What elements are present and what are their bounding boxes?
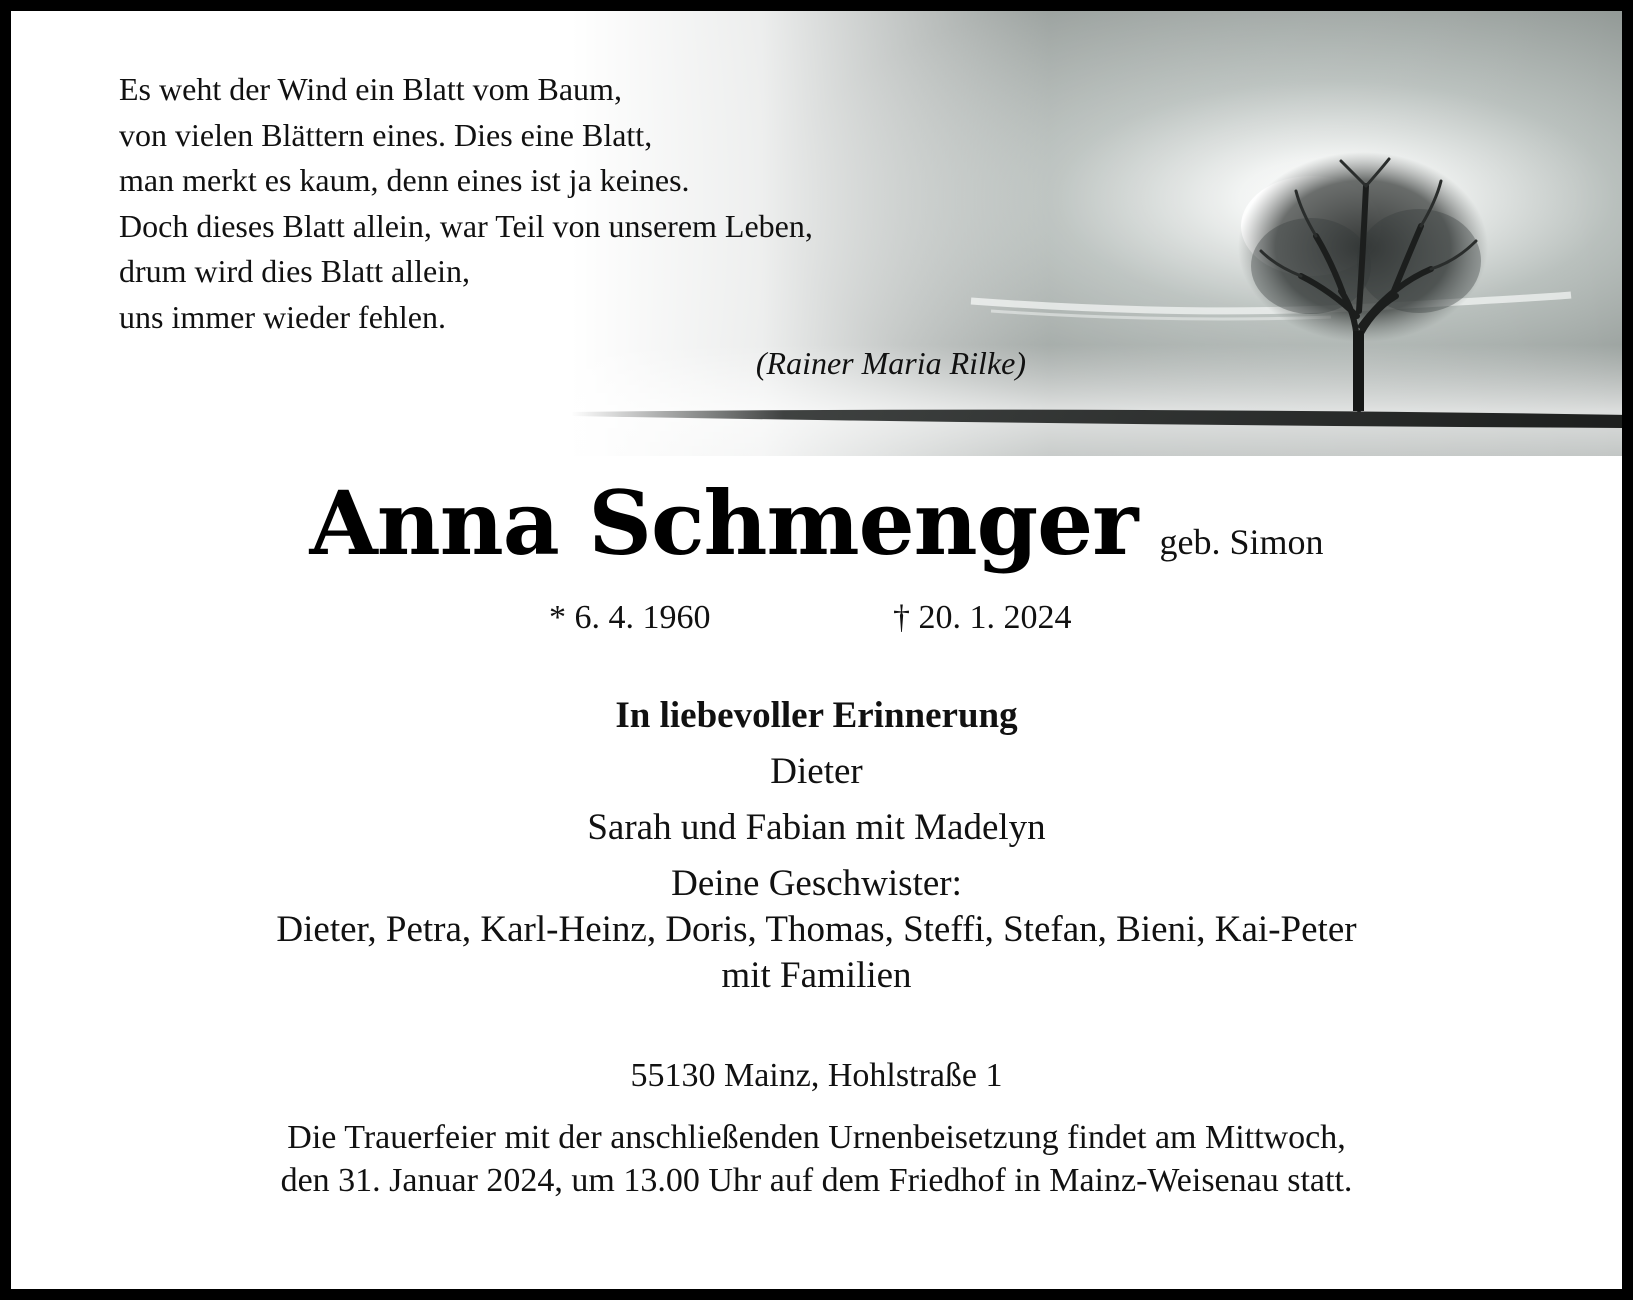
mourner-line: mit Familien (721, 955, 912, 996)
mourner-line: Sarah und Fabian mit Madelyn (587, 807, 1046, 848)
poem-line: drum wird dies Blatt allein, (119, 253, 471, 289)
poem-line: von vielen Blättern eines. Dies eine Blatt, (119, 116, 653, 153)
death-date: † 20. 1. 2024 (893, 599, 1072, 636)
ceremony-line: den 31. Januar 2024, um 13.00 Uhr auf dem Friedhof in Mainz-Weisenau statt. (280, 1162, 1353, 1199)
poem-line: Doch dieses Blatt allein, war Teil von unserem Leben, (119, 207, 813, 244)
ceremony-line: Die Trauerfeier mit der anschließenden Urnenbeisetzung findet am Mittwoch, (287, 1119, 1346, 1156)
mourners-heading: In liebevoller Erinnerung (615, 695, 1018, 736)
name-row (11, 471, 1622, 575)
poem-author: (Rainer Maria Rilke) (755, 345, 1026, 381)
birth-date: * 6. 4. 1960 (549, 599, 711, 636)
poem (119, 67, 813, 340)
mourner-line: Dieter, Petra, Karl-Heinz, Doris, Thomas, Steffi, Stefan, Bieni, Kai-Peter (276, 909, 1357, 950)
mourner-line: Deine Geschwister: (671, 863, 962, 904)
poem-line: man merkt es kaum, denn eines ist ja keines. (119, 162, 690, 198)
poem-line: uns immer wieder fehlen. (119, 298, 446, 335)
mourner-line: Dieter (770, 751, 863, 792)
poem-line: Es weht der Wind ein Blatt vom Baum, (119, 71, 622, 107)
maiden-name: geb. Simon (1159, 522, 1324, 562)
deceased-name: Anna Schmenger (309, 471, 1138, 575)
address: 55130 Mainz, Hohlstraße 1 (630, 1057, 1003, 1094)
